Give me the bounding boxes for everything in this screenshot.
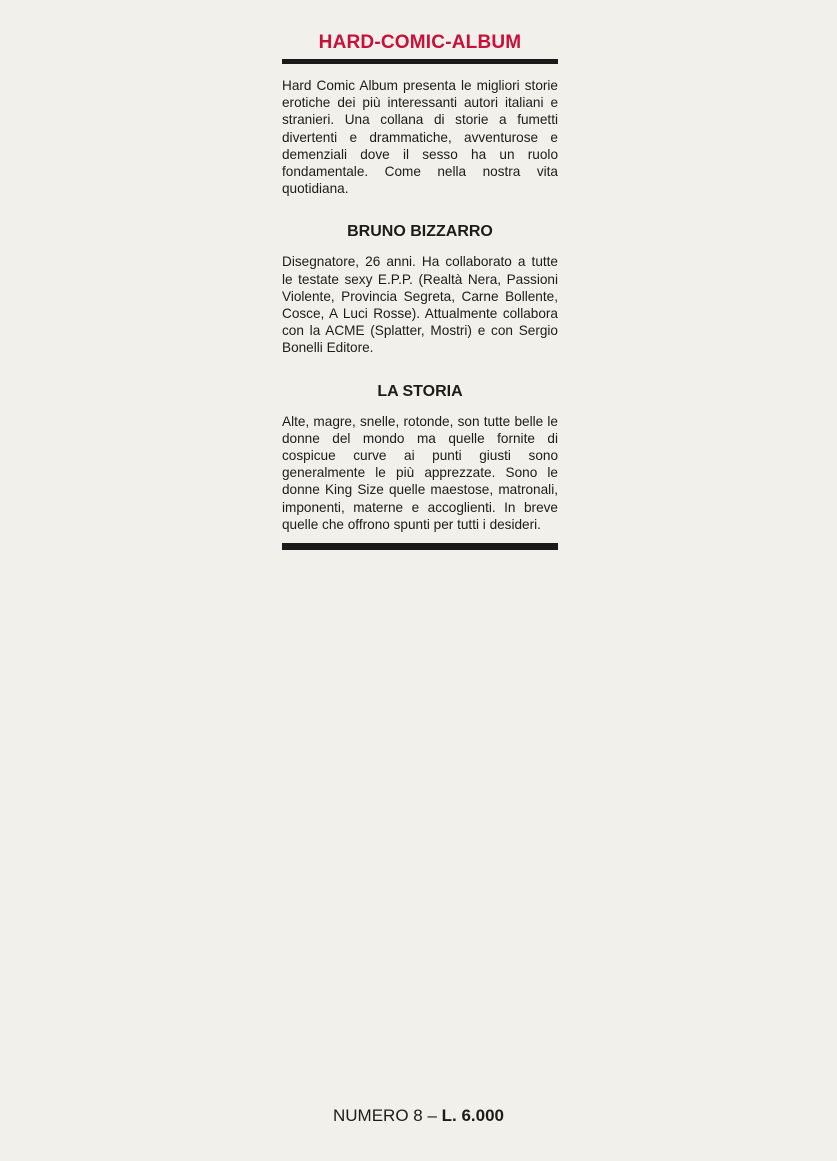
bottom-rule — [282, 543, 558, 550]
series-title: HARD-COMIC-ALBUM — [318, 32, 522, 53]
text-column — [282, 30, 558, 550]
intro-paragraph: Hard Comic Album presenta le migliori storie erotiche dei più interessanti autori italiani e stranieri. Una collana di storie a fumetti divertenti e drammatiche, avventurose e demenziali dove il sesso ha un ruolo fondamentale. Come nella nostra vita quotidiana. — [282, 78, 558, 197]
top-rule — [282, 59, 558, 64]
issue-number: NUMERO 8 – — [332, 1106, 437, 1125]
price-value: L. 6.000 — [441, 1106, 505, 1125]
story-heading: LA STORIA — [377, 382, 463, 400]
author-paragraph: Disegnatore, 26 anni. Ha collaborato a tutte le testate sexy E.P.P. (Realtà Nera, Passioni Violente, Provincia Segreta, Carne Bollente, Cosce, A Luci Rosse). Attualmente collabora con la ACME (Splatter, Mostri) e con Sergio Bonelli Editore. — [282, 254, 558, 356]
story-paragraph: Alte, magre, snelle, rotonde, son tutte belle le donne del mondo ma quelle fornite di cospicue curve ai punti giusti sono generalmente le più apprezzate. Sono le donne King Size quelle maestose, matronali, imponenti, materne e accoglienti. In breve quelle che offrono spunti per tutti i desideri. — [282, 413, 558, 532]
author-heading: BRUNO BIZZARRO — [347, 223, 493, 241]
issue-price — [0, 1105, 837, 1127]
